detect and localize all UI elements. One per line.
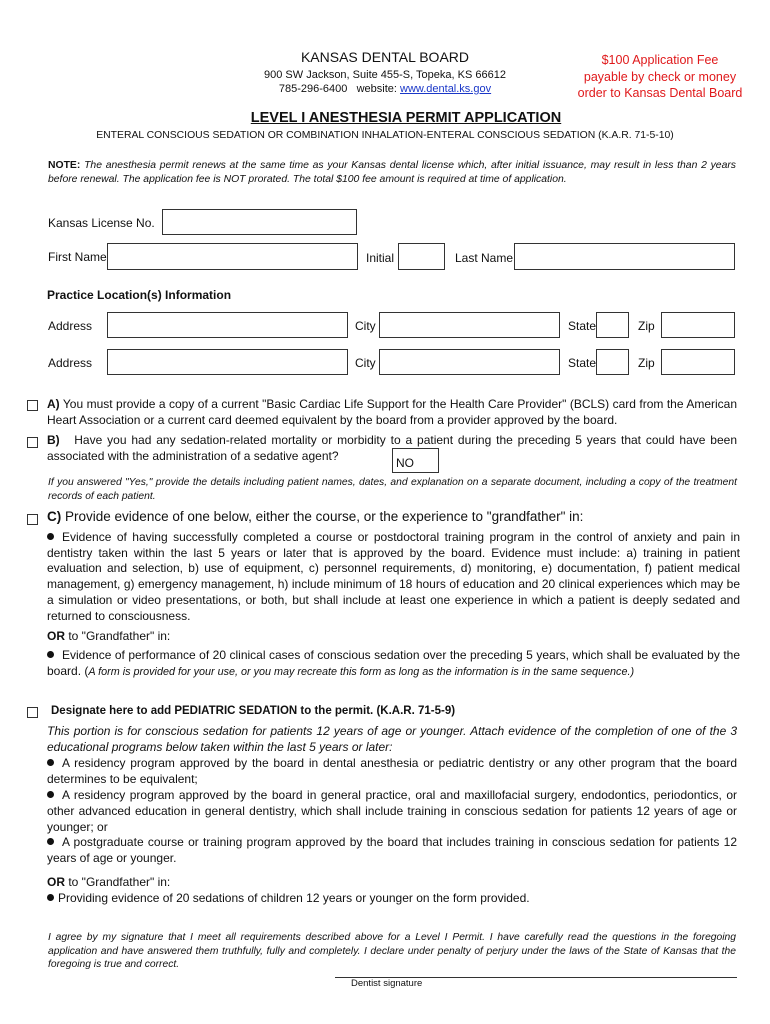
first-name-label: First Name: [48, 250, 107, 264]
fee-line-2: payable by check or money: [583, 69, 737, 84]
pediatric-bullet-1-text: A residency program approved by the board in dental anesthesia or pediatric dentistry or any other program that the board determines to be equivalent;: [47, 756, 737, 786]
section-b-label: B): [47, 433, 60, 447]
website-label: website:: [356, 83, 397, 95]
section-a-text: [47, 396, 737, 428]
pediatric-or: [47, 875, 170, 889]
section-a-label: A): [47, 397, 60, 411]
org-name: KANSAS DENTAL BOARD: [300, 49, 470, 65]
section-c-or-text: to "Grandfather" in:: [68, 629, 171, 643]
signature-label: Dentist signature: [351, 978, 423, 989]
section-c-body: Provide evidence of one below, either the course, or the experience to "grandfather" in:: [65, 509, 584, 524]
page-subtitle: ENTERAL CONSCIOUS SEDATION OR COMBINATION INHALATION-ENTERAL CONSCIOUS SEDATION (K.A.R. 71-5-10): [96, 130, 674, 141]
pediatric-bullet-1: [47, 755, 737, 787]
org-address: 900 SW Jackson, Suite 455-S, Topeka, KS 66612: [264, 69, 506, 81]
state-1-input[interactable]: [596, 312, 629, 338]
practice-heading: Practice Location(s) Information: [47, 288, 232, 302]
header-block: [255, 49, 515, 95]
initial-label: Initial: [366, 251, 395, 265]
first-name-input[interactable]: [107, 243, 358, 270]
fee-line-3: order to Kansas Dental Board: [577, 86, 743, 100]
section-b-note: If you answered "Yes," provide the details including patient names, dates, and explanation on a separate document, including a copy of the treatment records of each patient.: [48, 477, 737, 502]
address-1-label: Address: [48, 319, 93, 333]
pediatric-or-text: to "Grandfather" in:: [68, 875, 171, 889]
last-name-label: Last Name: [455, 251, 514, 265]
license-input[interactable]: [162, 209, 357, 235]
last-name-input[interactable]: [514, 243, 735, 270]
bullet-icon: [47, 533, 54, 540]
section-c-or-label: OR: [47, 629, 65, 643]
pediatric-checkbox[interactable]: [27, 707, 38, 718]
section-a-checkbox[interactable]: [27, 400, 38, 411]
pediatric-heading: Designate here to add PEDIATRIC SEDATION to the permit. (K.A.R. 71-5-9): [51, 705, 456, 717]
address-2-label: Address: [48, 356, 93, 370]
bullet-icon: [47, 651, 54, 658]
section-a-body: You must provide a copy of a current "Basic Cardiac Life Support for the Health Care Provider" (BCLS) card from the American Heart Association or a current card deemed equivalent by the board from a provider approved by the board.: [47, 397, 737, 427]
section-b-body: Have you had any sedation-related mortality or morbidity to a patient during the preceding 5 years that could have been associated with the administration of a sedative agent?: [47, 433, 737, 463]
page-title: LEVEL I ANESTHESIA PERMIT APPLICATION: [250, 110, 562, 126]
bullet-icon: [47, 894, 54, 901]
bullet-icon: [47, 759, 54, 766]
pediatric-bullet-2-text: A residency program approved by the board in general practice, oral and maxillofacial surgery, endodontics, periodontics, or other advanced education in general dentistry, which shall include training in conscious sedation for patients 12 years of age or younger; or: [47, 788, 737, 834]
pediatric-or-label: OR: [47, 875, 65, 889]
section-b-answer-input[interactable]: [392, 448, 439, 473]
note-paragraph: [48, 159, 736, 186]
city-2-input[interactable]: [379, 349, 560, 375]
fee-notice: [560, 52, 760, 102]
section-c-bullet-1: [47, 530, 740, 624]
section-c-checkbox[interactable]: [27, 514, 38, 525]
note-label: NOTE:: [48, 160, 81, 171]
bullet-icon: [47, 838, 54, 845]
org-phone: 785-296-6400: [278, 83, 348, 95]
section-c-heading: [47, 509, 747, 524]
state-2-input[interactable]: [596, 349, 629, 375]
initial-input[interactable]: [398, 243, 445, 270]
section-c-bullet-1-text: Evidence of having successfully completed a course or postdoctoral training program in the control of anxiety and pain in dentistry taken within the last 5 years or later that is approved by the board. Evidence must include: a) training in patient evaluation and selection, b) use of equipment, c) personnel requirements, d) monitoring, e) documentation, f) patient medical management, g) emergency management, h) include minimum of 18 hours of education and 20 clinical experiences which may be a simulation or video presentations, or both, but shall include at least one experience in which a patient is deeply sedated and returned to consciousness.: [47, 530, 740, 623]
city-1-input[interactable]: [379, 312, 560, 338]
zip-1-label: Zip: [638, 319, 655, 333]
zip-1-input[interactable]: [661, 312, 735, 338]
pediatric-bullet-4-text: Providing evidence of 20 sedations of children 12 years or younger on the form provided.: [58, 891, 530, 905]
website-link[interactable]: www.dental.ks.gov: [400, 83, 492, 95]
state-1-label: State: [568, 319, 597, 333]
section-c-label: C): [47, 509, 62, 524]
note-text: The anesthesia permit renews at the same time as your Kansas dental license which, after initial issuance, may result in less than 2 years before renewal. The application fee is NOT prorated. The total $100 fee amount is required at time of application.: [48, 160, 737, 185]
pediatric-bullet-3: [47, 834, 737, 866]
zip-2-label: Zip: [638, 356, 655, 370]
pediatric-bullet-3-text: A postgraduate course or training program approved by the board that includes training in conscious sedation for patients 12 years of age or younger.: [47, 835, 737, 865]
fee-line-1: $100 Application Fee: [601, 53, 719, 67]
address-2-input[interactable]: [107, 349, 348, 375]
section-c-bullet-2-text: Evidence of performance of 20 clinical cases of conscious sedation over the preceding 5 years, which shall be evaluated by the board. (: [47, 648, 740, 678]
address-1-input[interactable]: [107, 312, 348, 338]
section-b-answer: NO: [396, 456, 414, 470]
section-c-or: [47, 629, 170, 643]
license-label: Kansas License No.: [48, 216, 155, 230]
city-2-label: City: [355, 356, 376, 370]
pediatric-bullet-2: [47, 787, 737, 835]
attestation-text: I agree by my signature that I meet all requirements described above for a Level I Permit. I have carefully read the questions in the foregoing application and have answered them truthfully, fully and completely. I declare under penalty of perjury under the laws of the State of Kansas that the foregoing is true and correct.: [48, 932, 736, 970]
zip-2-input[interactable]: [661, 349, 735, 375]
pediatric-bullet-4: [47, 891, 530, 905]
city-1-label: City: [355, 319, 376, 333]
section-c-bullet-2: [47, 647, 740, 680]
org-contact: [255, 83, 515, 95]
section-b-checkbox[interactable]: [27, 437, 38, 448]
state-2-label: State: [568, 356, 597, 370]
pediatric-intro: This portion is for conscious sedation for patients 12 years of age or younger. Attach evidence of the completion of one of the 3 educational programs below taken within the last 5 years or later:: [47, 724, 737, 754]
bullet-icon: [47, 791, 54, 798]
section-c-bullet-2-italic: A form is provided for your use, or you may recreate this form as long as the information is in the same sequence.): [88, 666, 635, 678]
